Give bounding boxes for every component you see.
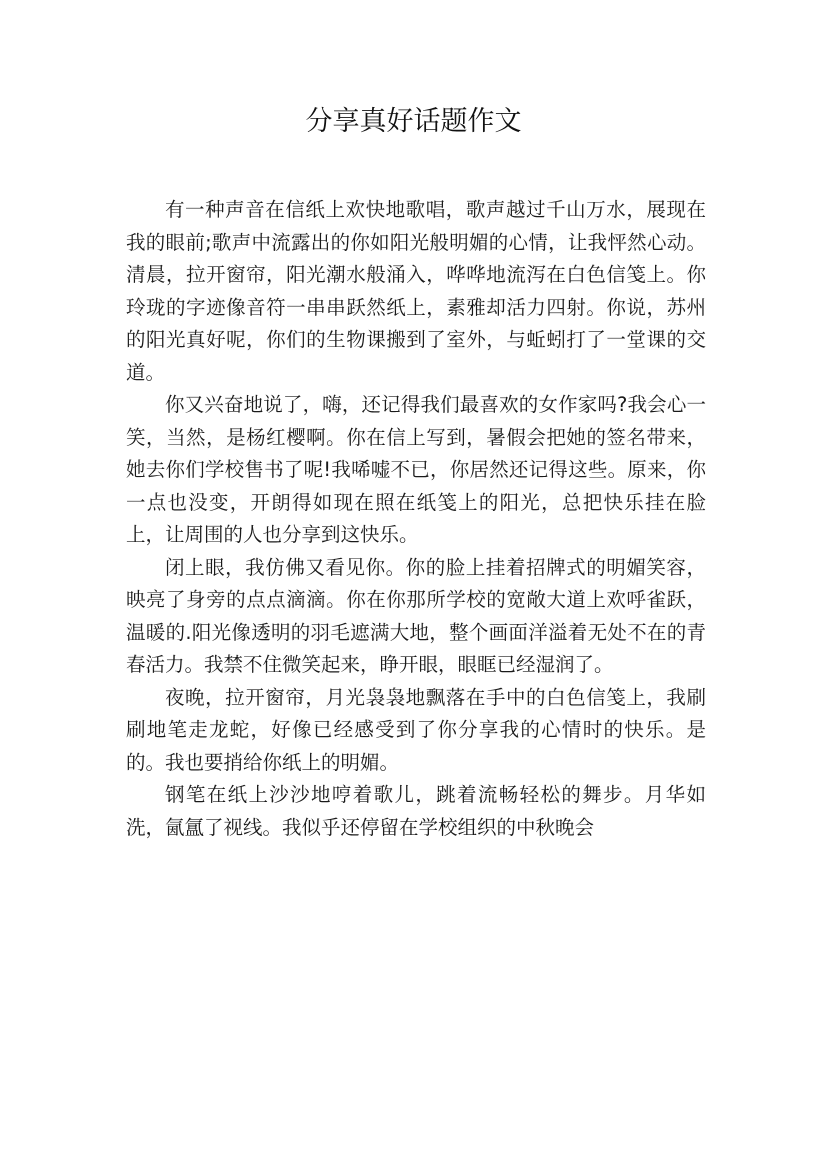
paragraph-4: 夜晚，拉开窗帘，月光袅袅地飘落在手中的白色信笺上，我刷刷地笔走龙蛇，好像已经感受到了你分享我的心情时的快乐。是的。我也要捎给你纸上的明媚。 — [126, 685, 706, 774]
paragraph-2: 你又兴奋地说了，嗨，还记得我们最喜欢的女作家吗?我会心一笑，当然，是杨红樱啊。你在信上写到，暑假会把她的签名带来，她去你们学校售书了呢!我唏嘘不已，你居然还记得这些。原来，你一点也没变，开朗得如现在照在纸笺上的阳光，总把快乐挂在脸上，让周围的人也分享到这快乐。 — [126, 393, 706, 546]
paragraph-3: 闭上眼，我仿佛又看见你。你的脸上挂着招牌式的明媚笑容，映亮了身旁的点点滴滴。你在你那所学校的宽敞大道上欢呼雀跃，温暖的.阳光像透明的羽毛遮满大地，整个画面洋溢着无处不在的青春活力。我禁不住微笑起来，睁开眼，眼眶已经湿润了。 — [126, 555, 706, 676]
document-title: 分享真好话题作文 — [305, 106, 522, 137]
paragraph-5: 钢笔在纸上沙沙地哼着歌儿，跳着流畅轻松的舞步。月华如洗，氤氲了视线。我似乎还停留在学校组织的中秋晚会 — [126, 783, 706, 839]
document-body — [126, 194, 706, 844]
paragraph-1: 有一种声音在信纸上欢快地歌唱，歌声越过千山万水，展现在我的眼前;歌声中流露出的你如阳光般明媚的心情，让我怦然心动。清晨，拉开窗帘，阳光潮水般涌入，哗哗地流泻在白色信笺上。你玲珑的字迹像音符一串串跃然纸上，素雅却活力四射。你说，苏州的阳光真好呢，你们的生物课搬到了室外，与蚯蚓打了一堂课的交道。 — [126, 198, 706, 384]
